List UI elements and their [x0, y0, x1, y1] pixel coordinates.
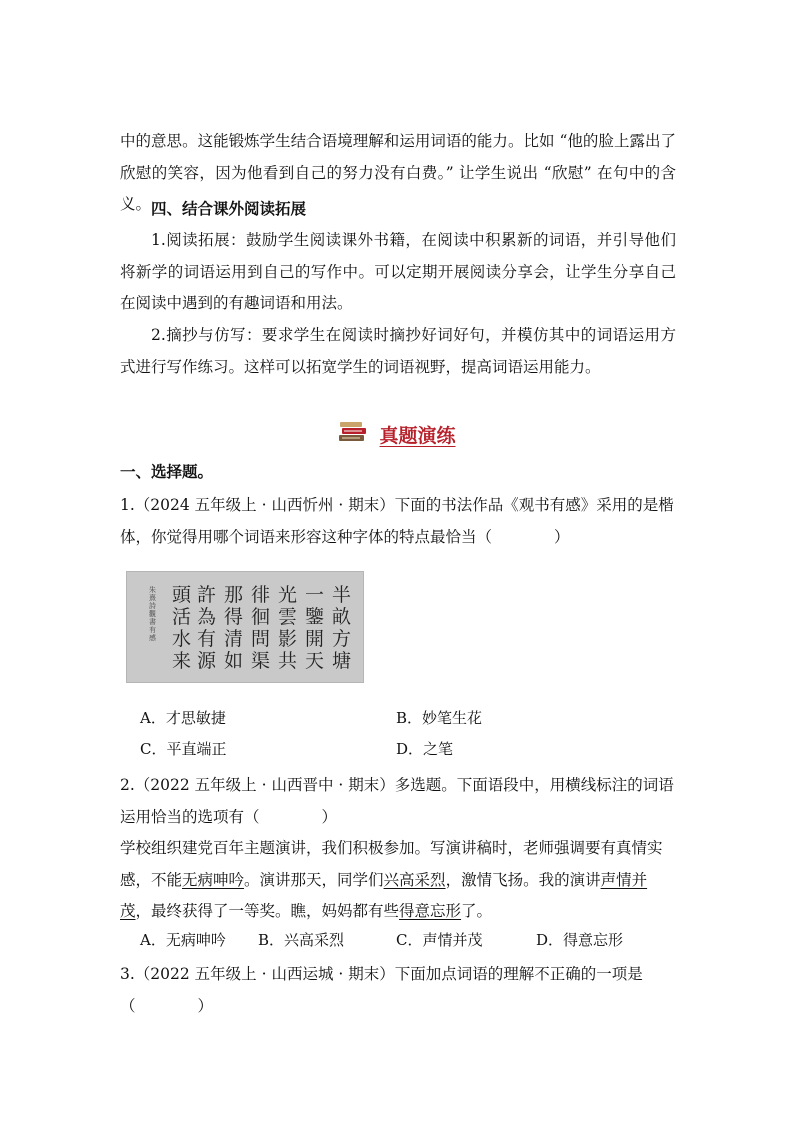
passage-text: ，最终获得了一等奖。瞧，妈妈都有些 — [135, 902, 400, 920]
section-heading-4: 四、结合课外阅读拓展 — [151, 199, 307, 218]
practice-title-text: 真题演练 — [379, 424, 456, 447]
calligraphy-column: 一鑒開天 — [305, 584, 325, 672]
q2-option-b[interactable]: B．兴高采烈 — [258, 931, 345, 949]
section-choice: 一、选择题。 — [120, 462, 214, 481]
calligraphy-image — [126, 571, 364, 683]
calligraphy-column: 許為有源 — [197, 584, 217, 672]
intro-paragraph: 中的意思。这能锻炼学生结合语境理解和运用词语的能力。比如 “他的脸上露出了欣慰的笑容，因为他看到自己的努力没有白费。” 让学生说出 “欣慰” 在句中的含义。 — [120, 132, 676, 213]
calligraphy-signature: 朱熹詩觀書有感 — [149, 586, 156, 642]
q1-option-c[interactable]: C．平直端正 — [140, 740, 227, 758]
q1-option-a[interactable]: A．才思敏捷 — [140, 709, 226, 727]
item-reading-extension: 1.阅读拓展：鼓励学生阅读课外书籍，在阅读中积累新的词语，并引导他们将新学的词语运用到自己的写作中。可以定期开展阅读分享会，让学生分享自己在阅读中遇到的有趣词语和用法。 — [120, 231, 676, 312]
q1-option-b[interactable]: B．妙笔生花 — [396, 709, 483, 727]
item-excerpt-imitation: 2.摘抄与仿写：要求学生在阅读时摘抄好词好句，并模仿其中的词语运用方式进行写作练习。这样可以拓宽学生的词语视野，提高词语运用能力。 — [120, 326, 676, 376]
q1-option-d[interactable]: D．之笔 — [396, 740, 454, 758]
passage-text: ，激情飞扬。我的演讲 — [445, 870, 601, 889]
stacked-books-icon — [338, 420, 368, 448]
passage-text: 。演讲那天，同学们 — [244, 870, 384, 889]
question-2-passage — [120, 833, 676, 928]
q2-option-d[interactable]: D．得意忘形 — [536, 931, 624, 949]
q2-option-a[interactable]: A．无病呻吟 — [140, 931, 226, 949]
passage-text: 了。 — [461, 902, 493, 920]
calligraphy-column: 光雲影共 — [278, 584, 298, 672]
calligraphy-column: 半畝方塘 — [332, 584, 352, 672]
calligraphy-column: 那得清如 — [224, 584, 244, 672]
practice-title — [0, 420, 794, 448]
underlined-phrase: 兴高采烈 — [383, 870, 446, 889]
question-1-text: 1.（2024 五年级上 · 山西忻州 · 期末）下面的书法作品《观书有感》采用的是楷体，你觉得用哪个词语来形容这种字体的特点最恰当（ ） — [120, 496, 674, 546]
underlined-phrase: 无病呻吟 — [182, 870, 245, 889]
question-3-text: 3.（2022 五年级上 · 山西运城 · 期末）下面加点词语的理解不正确的一项是（ ） — [120, 965, 643, 1015]
calligraphy-column: 徘徊問渠 — [251, 584, 271, 672]
passage-text: 学校组织建党百年主题演讲，我们积极参加。写演讲稿时，老师强调要有真情实感，不能 — [120, 839, 663, 889]
q2-option-c[interactable]: C．声情并茂 — [396, 931, 483, 949]
calligraphy-column: 頭活水来 — [172, 584, 192, 672]
underlined-phrase: 声情并茂 — [120, 870, 648, 920]
underlined-phrase: 得意忘形 — [399, 902, 462, 920]
question-2-stem: 2.（2022 五年级上 · 山西晋中 · 期末）多选题。下面语段中，用横线标注的词语运用恰当的选项有（ ） — [120, 776, 674, 826]
